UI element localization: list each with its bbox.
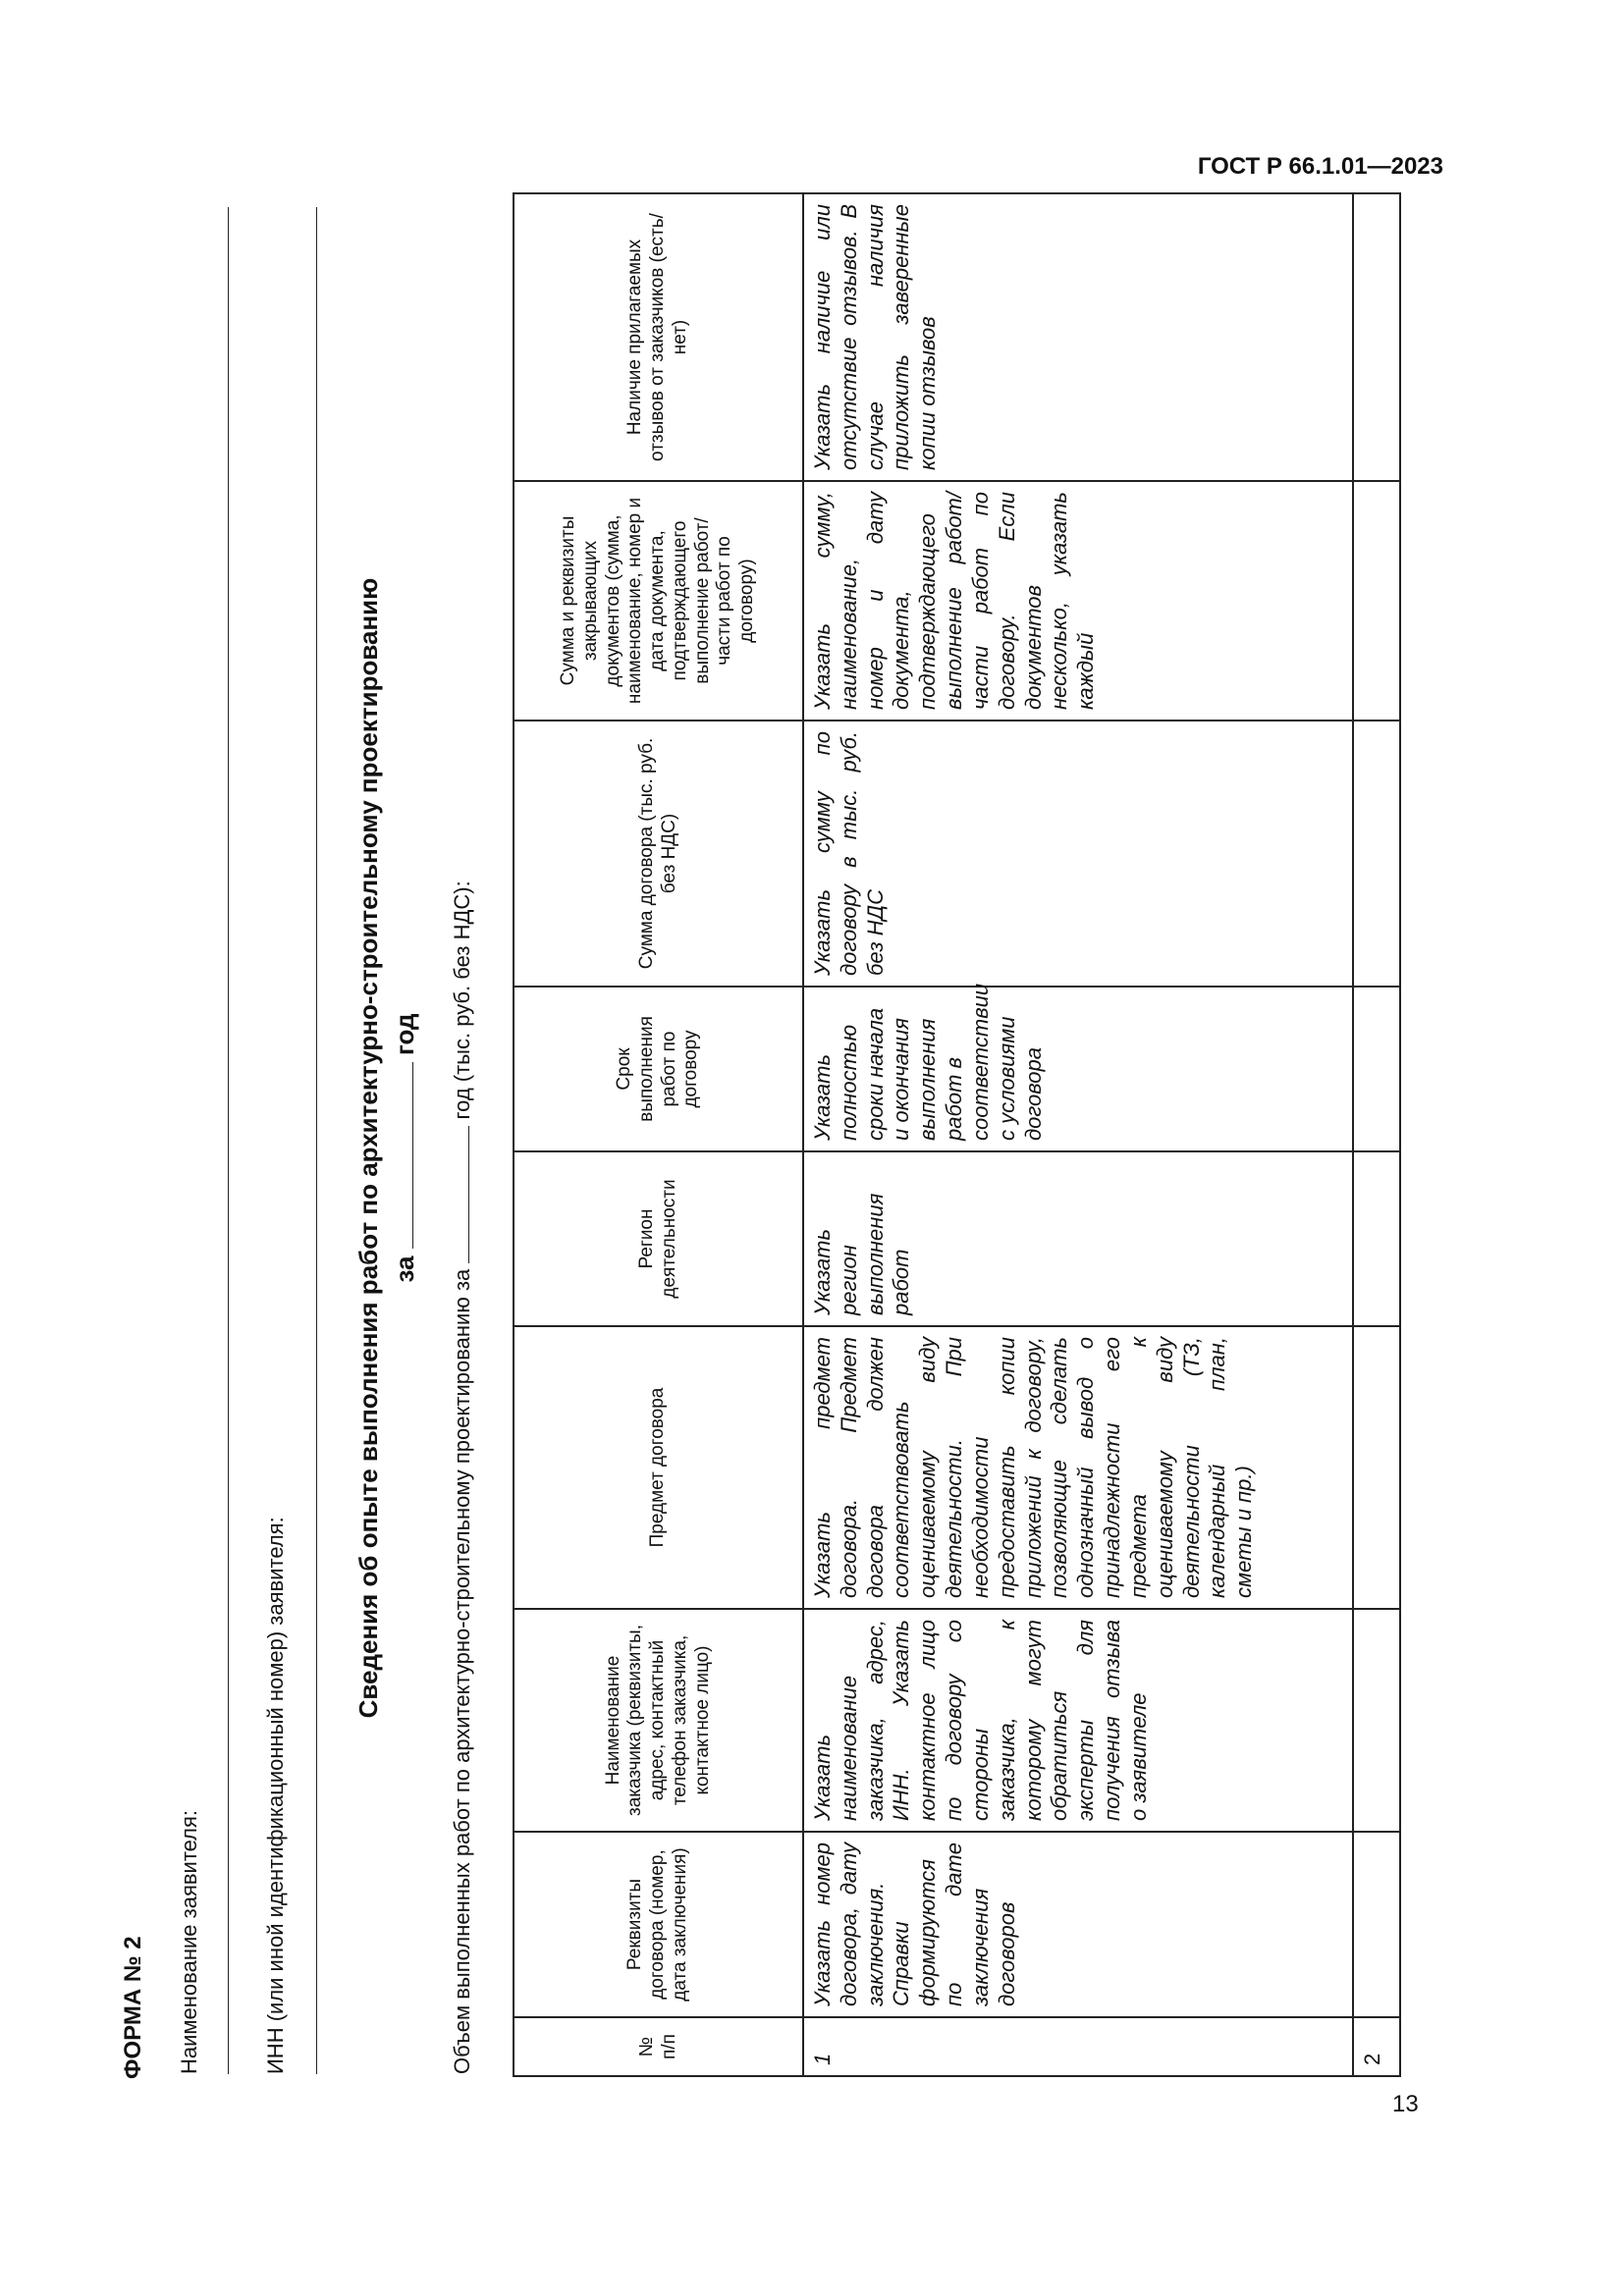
cell-customer-name: Указать наименование заказчика, адрес, ИНН. Указать контактное лицо по договору со стороны заказчика, к которому могут обратиться эксперты для получения отзыва о заявителе [803,1609,1353,1832]
volume-label: Объем выполненных работ по архитектурно-строительному проектированию за [450,1268,474,2074]
table-row [803,193,1353,2076]
experience-table [513,192,1401,2077]
applicant-name-label: Наименование заявителя: [177,1809,201,2074]
cell-contract-sum: Указать сумму по договору в тыс. руб. без НДС [803,721,1353,987]
col-number: № п/п [514,2017,803,2076]
cell-empty[interactable] [1353,987,1400,1151]
cell-region: Указать регион выполнения работ [803,1151,1353,1326]
table-row [1353,193,1400,2076]
col-closing-documents: Сумма и реквизиты закрывающих документов (сумма, наименование, номер и дата документа, подтверждающего выполнение работ/ части работ по договору) [514,481,803,721]
inn-label: ИНН (или иной идентификационный номер) заявителя: [263,1517,288,2074]
cell-contract-subject: Указать предмет договора. Предмет договора должен соответствовать оцениваемому виду деятельности. При необходимости предоставить копии приложений к договору, позволяющие сделать однозначный вывод о принадлежности его предмета к оцениваемому виду деятельности (ТЗ, календарный план, сметы и пр.) [803,1326,1353,1609]
cell-reviews: Указать наличие или отсутствие отзывов. В случае наличия приложить заверенные копии отзывов [803,193,1353,481]
year-blank[interactable] [389,1062,413,1249]
col-region: Регион деятельности [514,1151,803,1326]
table-header-row [514,193,803,2076]
cell-empty[interactable] [1353,193,1400,481]
section-heading: Сведения об опыте выполнения работ по архитектурно-строительному проектированию [353,577,383,1719]
cell-empty[interactable] [1353,481,1400,721]
col-reviews: Наличие прилагаемых отзывов от заказчиков (есть/нет) [514,193,803,481]
standard-designation: ГОСТ Р 66.1.01—2023 [1197,153,1443,180]
col-term: Срок выполнения работ по договору [514,987,803,1151]
page-number: 13 [1392,2091,1419,2117]
col-contract-details: Реквизиты договора (номер, дата заключения) [514,1832,803,2017]
cell-empty[interactable] [1353,1151,1400,1326]
col-contract-subject: Предмет договора [514,1326,803,1609]
cell-term: Указать полностью сроки начала и окончания выполнения работ в соответствии с условиями договора [803,987,1353,1151]
form-title: ФОРМА № 2 [120,1936,146,2079]
section-heading-period [389,0,420,2296]
cell-empty[interactable] [1353,1326,1400,1609]
cell-closing-documents: Указать сумму, наименование, номер и дату документа, подтверждающего выполнение работ/части работ по договору. Если документов несколько, указать каждый [803,481,1353,721]
cell-number: 1 [803,2017,1353,2076]
col-contract-sum: Сумма договора (тыс. руб. без НДС) [514,721,803,987]
cell-number: 2 [1353,2017,1400,2076]
volume-suffix: год (тыс. руб. без НДС): [450,881,474,1120]
cell-empty[interactable] [1353,1832,1400,2017]
heading-suffix: год [390,1013,419,1056]
inn-line [316,207,317,2074]
cell-empty[interactable] [1353,1609,1400,1832]
col-customer-name: Наименование заказчика (реквизиты, адрес, контактный телефон заказчика, контактное лицо) [514,1609,803,1832]
applicant-name-line [228,207,229,2074]
cell-contract-details: Указать номер договора, дату заключения. Справки формируются по дате заключения договоров [803,1832,1353,2017]
heading-prefix: за [390,1255,419,1283]
cell-empty[interactable] [1353,721,1400,987]
volume-year-blank[interactable] [468,1126,469,1263]
volume-line [450,881,475,2074]
